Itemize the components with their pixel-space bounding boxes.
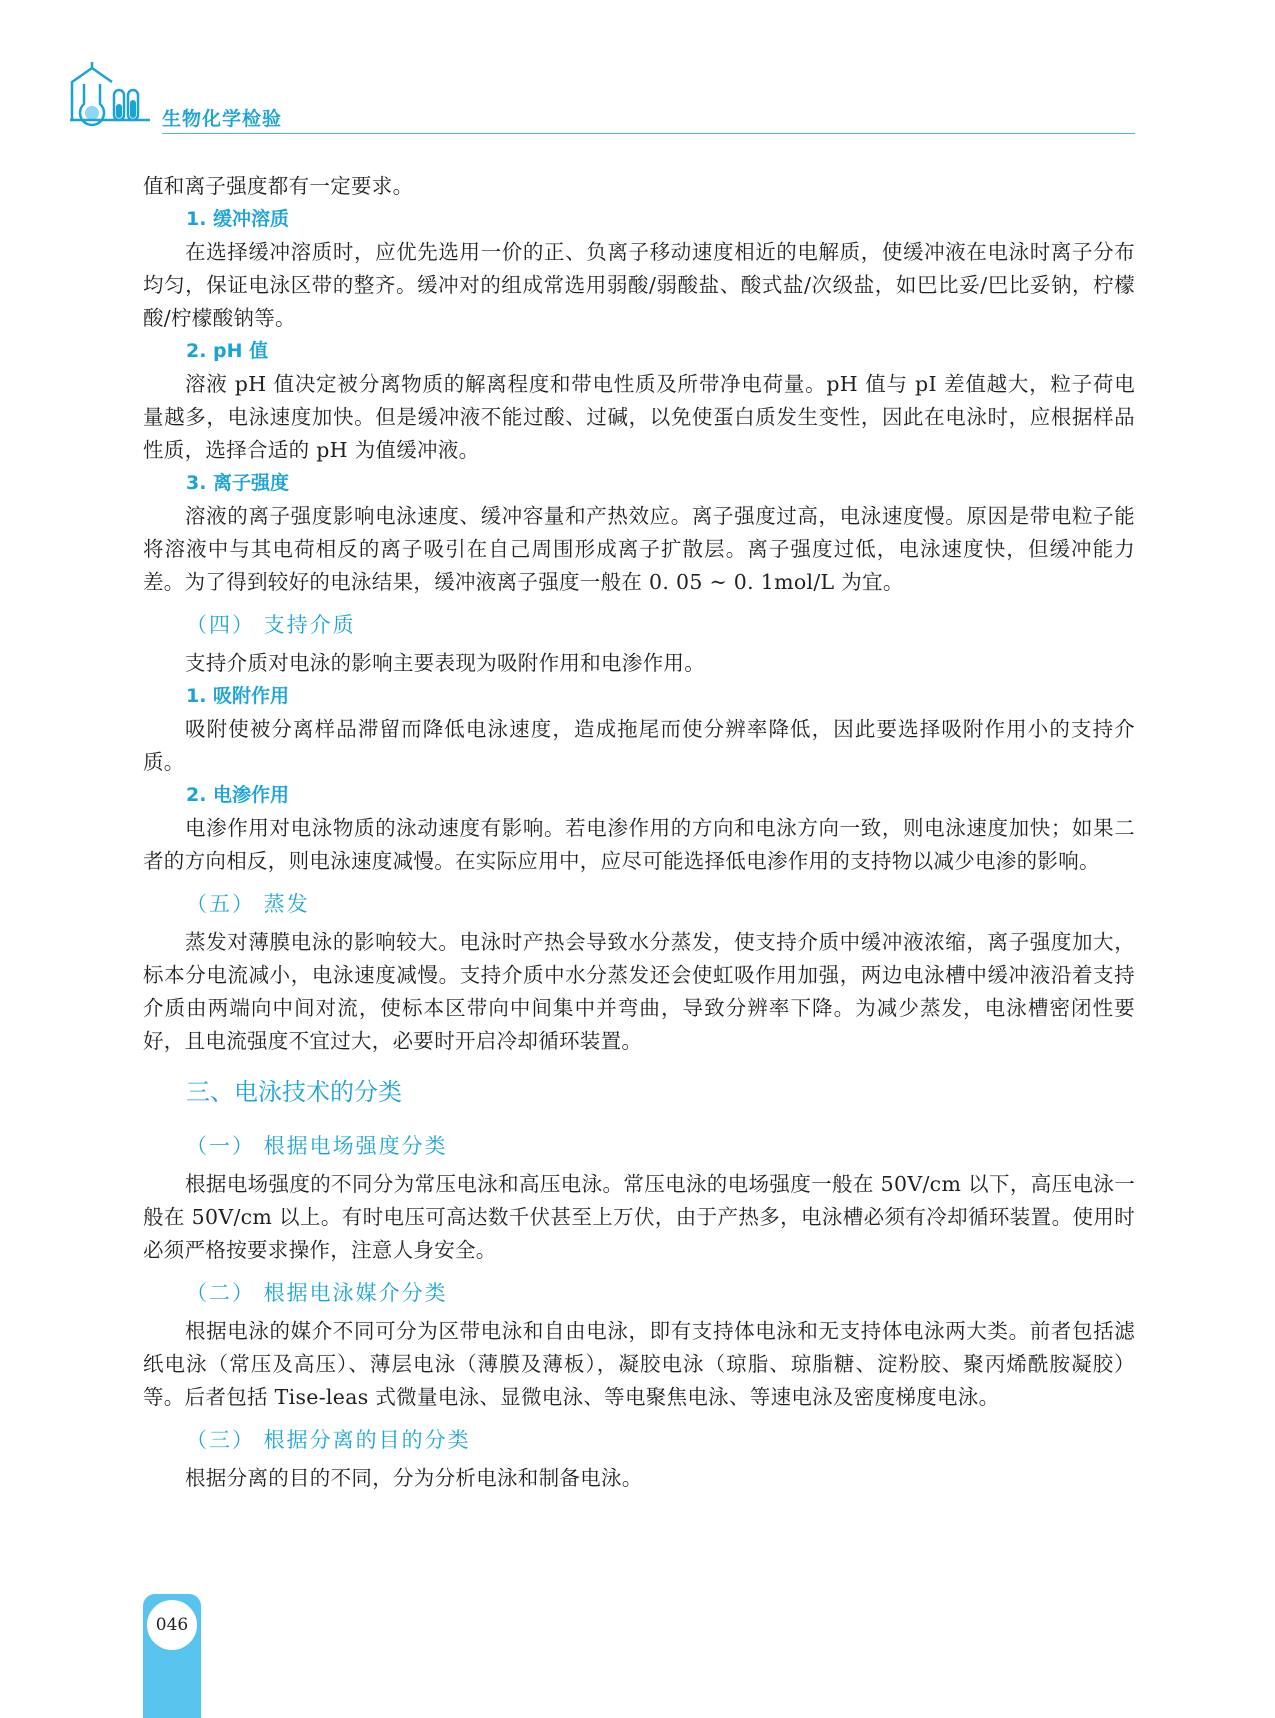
book-title: 生物化学检验 — [162, 108, 283, 130]
section-heading: （三） 根据分离的目的分类 — [186, 1428, 471, 1452]
subsection-heading: 1. 吸附作用 — [186, 685, 290, 707]
page-number: 046 — [147, 1600, 197, 1650]
subsection-heading: 3. 离子强度 — [186, 472, 290, 494]
paragraph: 溶液 pH 值决定被分离物质的解离程度和带电性质及所带净电荷量。pH 值与 pI 差值越大，粒子荷电量越多，电泳速度加快。但是缓冲液不能过酸、过碱，以免使蛋白质发生变性，因此在电泳时，应根据样品性质，选择合适的 pH 为值缓冲液。 — [143, 372, 1135, 462]
chapter-section-heading: 三、电泳技术的分类 — [186, 1078, 402, 1106]
section-heading: （四） 支持介质 — [186, 613, 356, 637]
paragraph: 蒸发对薄膜电泳的影响较大。电泳时产热会导致水分蒸发，使支持介质中缓冲液浓缩，离子强度加大，标本分电流减小，电泳速度减慢。支持介质中水分蒸发还会使虹吸作用加强，两边电泳槽中缓冲液沿着支持介质由两端向中间对流，使标本区带向中间集中并弯曲，导致分辨率下降。为减少蒸发，电泳槽密闭性要好，且电流强度不宜过大，必要时开启冷却循环装置。 — [143, 930, 1135, 1053]
subsection-heading: 2. pH 值 — [186, 340, 269, 362]
subsection-heading: 1. 缓冲溶质 — [186, 208, 290, 230]
paragraph: 根据电泳的媒介不同可分为区带电泳和自由电泳，即有支持体电泳和无支持体电泳两大类。前者包括滤纸电泳（常压及高压）、薄层电泳（薄膜及薄板），凝胶电泳（琼脂、琼脂糖、淀粉胶、聚丙烯酰胺凝胶）等。后者包括 Tise-leas 式微量电泳、显微电泳、等电聚焦电泳、等速电泳及密度梯度电泳。 — [143, 1319, 1135, 1409]
paragraph: 根据电场强度的不同分为常压电泳和高压电泳。常压电泳的电场强度一般在 50V/cm 以下，高压电泳一般在 50V/cm 以上。有时电压可高达数千伏甚至上万伏，由于产热多，电泳槽必须有冷却循环装置。使用时必须严格按要求操作，注意人身安全。 — [143, 1172, 1135, 1262]
paragraph: 支持介质对电泳的影响主要表现为吸附作用和电渗作用。 — [185, 651, 705, 675]
section-heading: （二） 根据电泳媒介分类 — [186, 1281, 448, 1305]
paragraph: 电渗作用对电泳物质的泳动速度有影响。若电渗作用的方向和电泳方向一致，则电泳速度加快；如果二者的方向相反，则电泳速度减慢。在实际应用中，应尽可能选择低电渗作用的支持物以减少电渗的影响。 — [143, 816, 1135, 873]
section-heading: （五） 蒸发 — [186, 892, 310, 916]
lab-flask-logo-icon — [70, 60, 150, 134]
page-header — [70, 60, 1135, 140]
paragraph: 在选择缓冲溶质时，应优先选用一价的正、负离子移动速度相近的电解质，使缓冲液在电泳时离子分布均匀，保证电泳区带的整齐。缓冲对的组成常选用弱酸/弱酸盐、酸式盐/次级盐，如巴比妥/巴比妥钠，柠檬酸/柠檬酸钠等。 — [143, 240, 1135, 330]
page-number-tab — [143, 1594, 201, 1718]
page-body — [143, 170, 1135, 1495]
paragraph: 根据分离的目的不同，分为分析电泳和制备电泳。 — [185, 1466, 643, 1490]
paragraph: 值和离子强度都有一定要求。 — [143, 174, 414, 198]
header-rule — [162, 133, 1135, 134]
paragraph: 溶液的离子强度影响电泳速度、缓冲容量和产热效应。离子强度过高，电泳速度慢。原因是带电粒子能将溶液中与其电荷相反的离子吸引在自己周围形成离子扩散层。离子强度过低，电泳速度快，但缓冲能力差。为了得到较好的电泳结果，缓冲液离子强度一般在 0. 05 ~ 0. 1mol/L 为宜。 — [143, 504, 1135, 594]
paragraph: 吸附使被分离样品滞留而降低电泳速度，造成拖尾而使分辨率降低，因此要选择吸附作用小的支持介质。 — [143, 717, 1135, 774]
section-heading: （一） 根据电场强度分类 — [186, 1134, 448, 1158]
subsection-heading: 2. 电渗作用 — [186, 784, 290, 806]
